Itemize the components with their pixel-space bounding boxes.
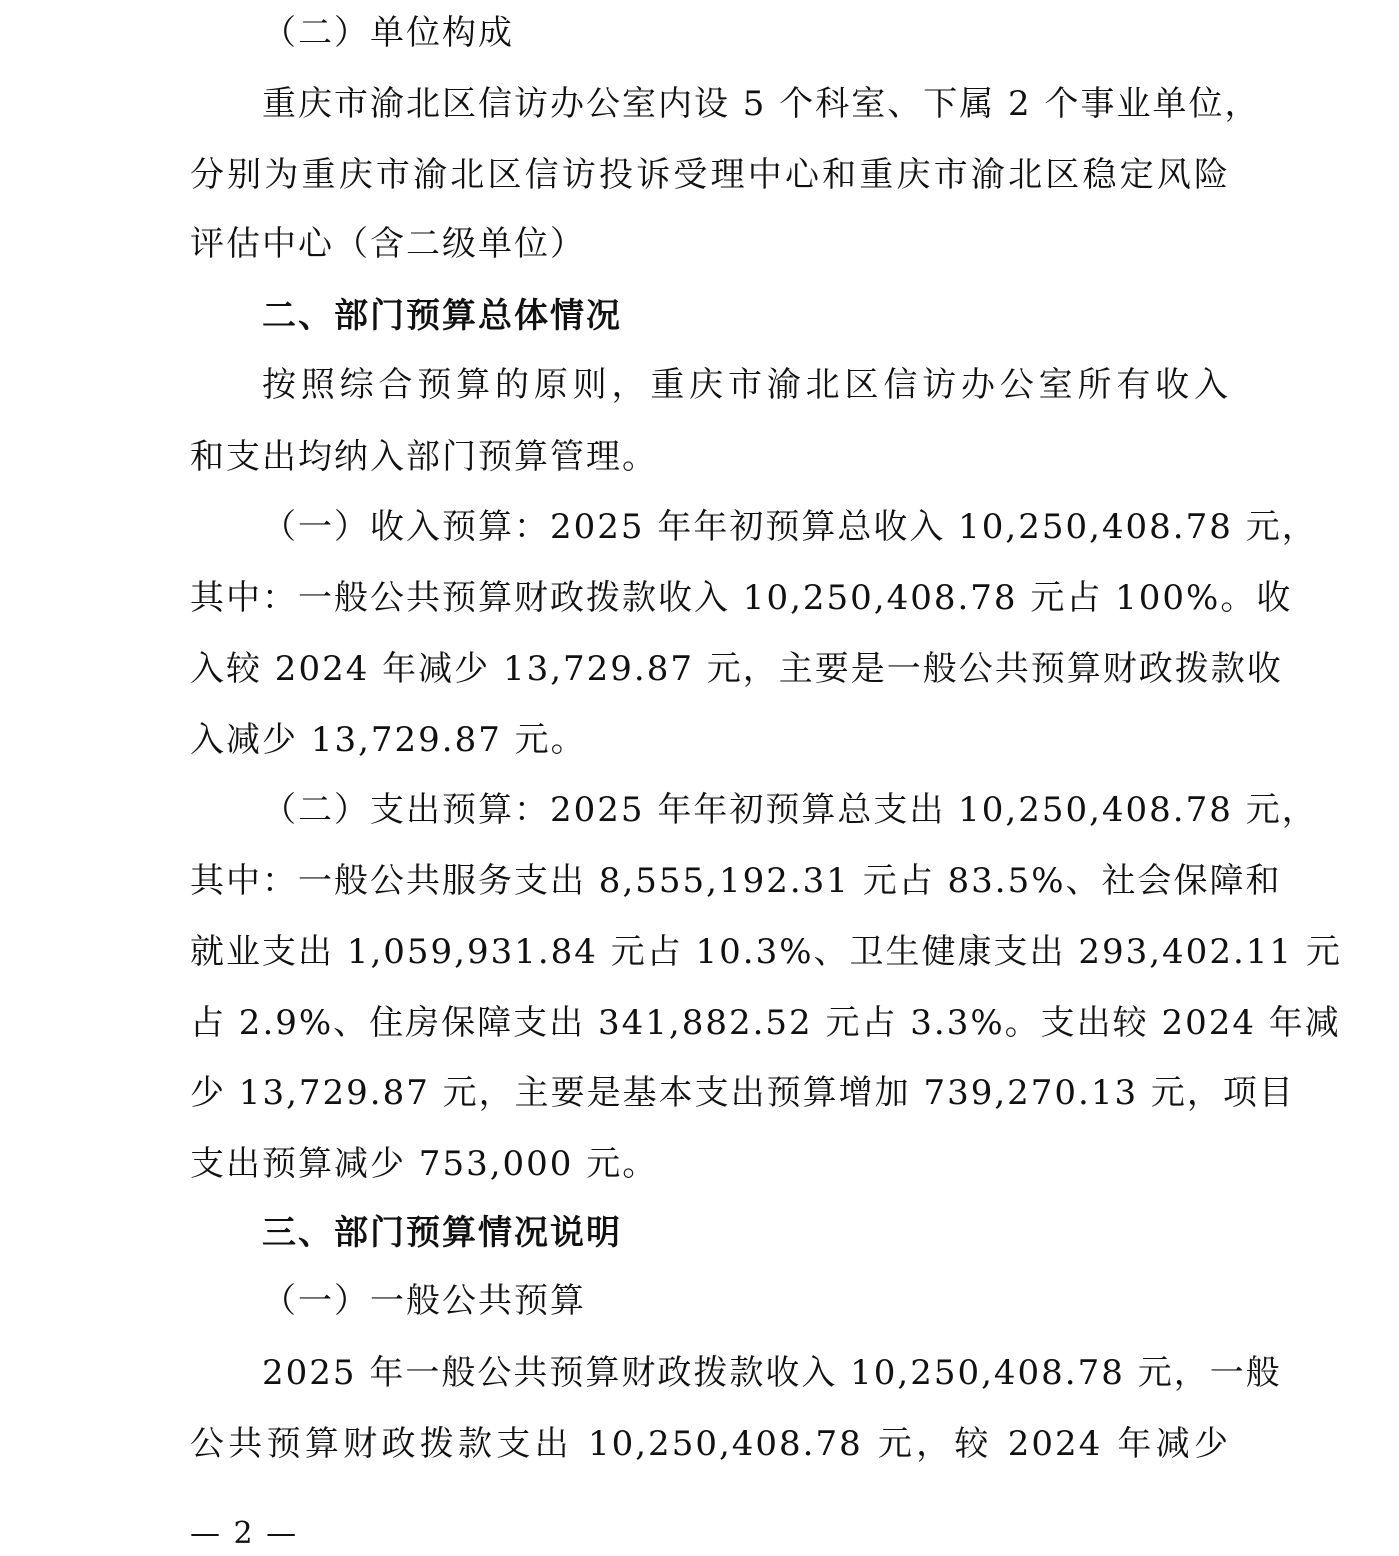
section-heading-overall-budget: 二、部门预算总体情况 <box>262 296 622 336</box>
paragraph-line: 支出预算减少 753,000 元。 <box>190 1144 659 1184</box>
paragraph-line: 公共预算财政拨款支出 10,250,408.78 元，较 2024 年减少 <box>190 1424 1230 1464</box>
subheading-unit-composition: （二）单位构成 <box>262 13 514 53</box>
page-number: — 2 — <box>190 1516 299 1551</box>
paragraph-line: 占 2.9%、住房保障支出 341,882.52 元占 3.3%。支出较 2024 年减 <box>190 1003 1341 1043</box>
paragraph-line: 评估中心（含二级单位） <box>190 224 586 264</box>
paragraph-line: 入减少 13,729.87 元。 <box>190 720 587 760</box>
section-heading-budget-explanation: 三、部门预算情况说明 <box>262 1213 622 1253</box>
paragraph-line: 少 13,729.87 元，主要是基本支出预算增加 739,270.13 元，项目 <box>190 1073 1295 1113</box>
paragraph-line: 其中：一般公共预算财政拨款收入 10,250,408.78 元占 100%。收 <box>190 578 1293 618</box>
paragraph-line: 2025 年一般公共预算财政拨款收入 10,250,408.78 元，一般 <box>262 1353 1282 1393</box>
paragraph-line: 分别为重庆市渝北区信访投诉受理中心和重庆市渝北区稳定风险 <box>190 155 1230 195</box>
paragraph-line: 和支出均纳入部门预算管理。 <box>190 437 658 477</box>
paragraph-line: 按照综合预算的原则，重庆市渝北区信访办公室所有收入 <box>262 365 1230 405</box>
paragraph-line: 入较 2024 年减少 13,729.87 元，主要是一般公共预算财政拨款收 <box>190 649 1283 689</box>
subheading-general-public-budget: （一）一般公共预算 <box>262 1281 586 1321</box>
paragraph-line: 就业支出 1,059,931.84 元占 10.3%、卫生健康支出 293,402.11 元 <box>190 932 1342 972</box>
paragraph-line: （二）支出预算：2025 年年初预算总支出 10,250,408.78 元， <box>262 790 1318 830</box>
paragraph-line: 其中：一般公共服务支出 8,555,192.31 元占 83.5%、社会保障和 <box>190 861 1282 901</box>
paragraph-line: （一）收入预算：2025 年年初预算总收入 10,250,408.78 元， <box>262 507 1318 547</box>
paragraph-line: 重庆市渝北区信访办公室内设 5 个科室、下属 2 个事业单位， <box>262 84 1261 124</box>
